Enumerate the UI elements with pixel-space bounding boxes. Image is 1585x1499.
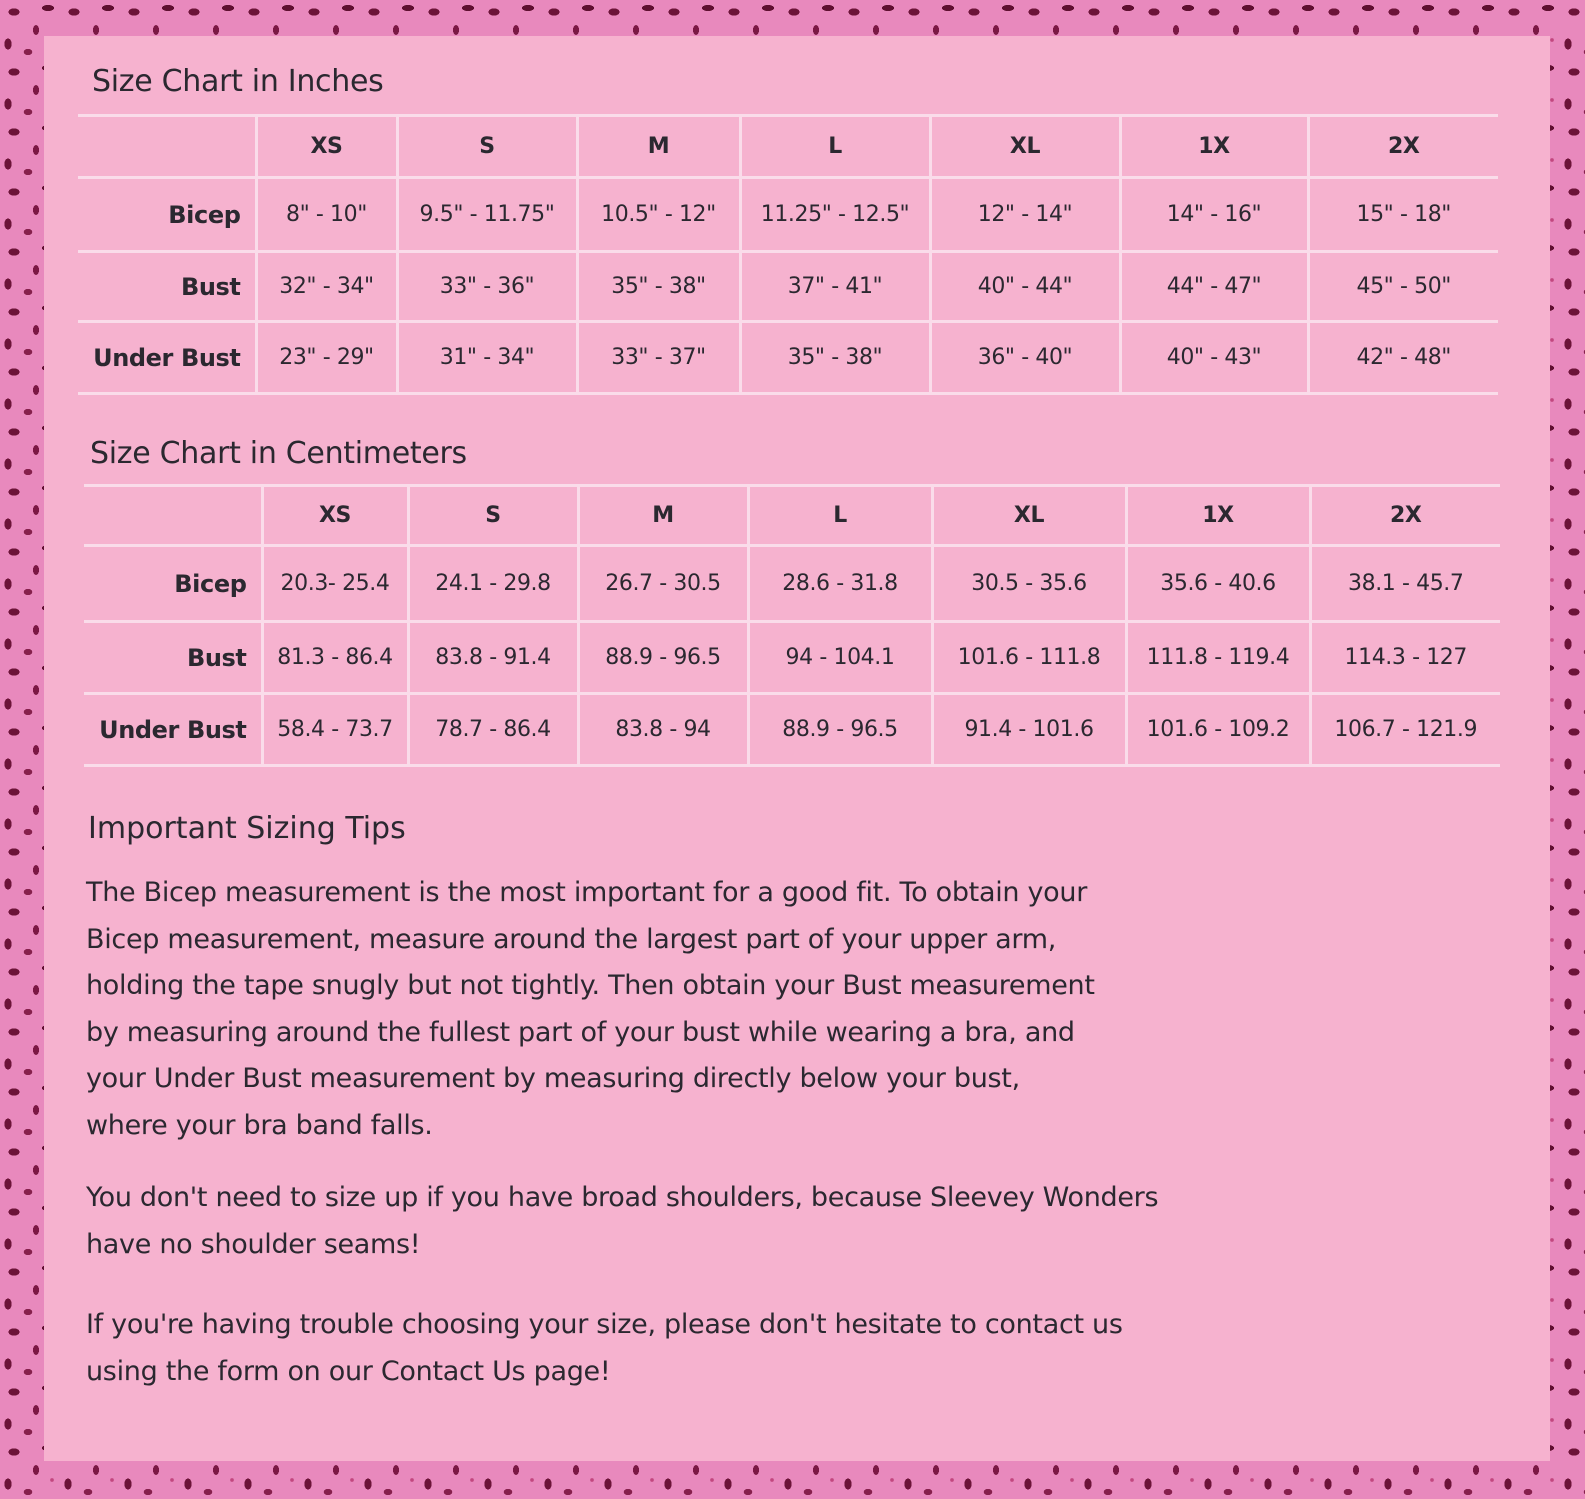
size-header: 2X	[1308, 116, 1498, 178]
table-cell: 35" - 38"	[577, 252, 740, 322]
size-header: 1X	[1120, 116, 1308, 178]
row-label: Bicep	[168, 200, 241, 229]
size-header: XL	[932, 486, 1126, 546]
table-cell: 26.7 - 30.5	[578, 546, 748, 622]
table-cell: 15" - 18"	[1308, 178, 1498, 252]
table-cell: 111.8 - 119.4	[1126, 622, 1310, 694]
sizing-tips-title: Important Sizing Tips	[88, 811, 406, 846]
size-header: M	[577, 116, 740, 178]
table-header-row	[78, 116, 1498, 178]
tips-line: You don't need to size up if you have broad shoulders, because Sleevey Wonders	[86, 1182, 1159, 1213]
table-cell: 101.6 - 111.8	[932, 622, 1126, 694]
table-cell: 33" - 37"	[577, 322, 740, 394]
inches-chart-title: Size Chart in Inches	[92, 64, 384, 99]
row-label: Under Bust	[99, 715, 247, 744]
size-header: M	[578, 486, 748, 546]
table-row	[84, 622, 1500, 694]
tips-line: If you're having trouble choosing your size, please don't hesitate to contact us	[86, 1309, 1123, 1340]
table-cell: 78.7 - 86.4	[408, 694, 578, 766]
tips-line: your Under Bust measurement by measuring directly below your bust,	[86, 1063, 1020, 1094]
table-cell: 106.7 - 121.9	[1310, 694, 1500, 766]
table-cell: 38.1 - 45.7	[1310, 546, 1500, 622]
table-cell: 94 - 104.1	[748, 622, 932, 694]
table-cell: 14" - 16"	[1120, 178, 1308, 252]
table-cell: 11.25" - 12.5"	[740, 178, 930, 252]
size-header: L	[748, 486, 932, 546]
table-cell: 20.3- 25.4	[262, 546, 408, 622]
size-header: 1X	[1126, 486, 1310, 546]
table-cell: 35" - 38"	[740, 322, 930, 394]
table-cell: 83.8 - 94	[578, 694, 748, 766]
table-cell: 114.3 - 127	[1310, 622, 1500, 694]
table-row	[78, 178, 1498, 252]
tips-line: The Bicep measurement is the most important for a good fit. To obtain your	[86, 877, 1088, 908]
table-cell: 35.6 - 40.6	[1126, 546, 1310, 622]
table-cell: 88.9 - 96.5	[578, 622, 748, 694]
table-cell: 23" - 29"	[256, 322, 397, 394]
tips-paragraph-2	[86, 1175, 1286, 1268]
table-cell: 81.3 - 86.4	[262, 622, 408, 694]
table-cell: 12" - 14"	[930, 178, 1120, 252]
centimeters-chart-title: Size Chart in Centimeters	[90, 436, 467, 471]
tips-line: by measuring around the fullest part of your bust while wearing a bra, and	[86, 1016, 1075, 1048]
size-header: 2X	[1310, 486, 1500, 546]
size-header: XL	[930, 116, 1120, 178]
table-cell: 101.6 - 109.2	[1126, 694, 1310, 766]
table-cell: 83.8 - 91.4	[408, 622, 578, 694]
tips-paragraph-3	[86, 1302, 1286, 1395]
header-corner	[84, 486, 262, 546]
table-cell: 44" - 47"	[1120, 252, 1308, 322]
tips-line: Bicep measurement, measure around the largest part of your upper arm,	[86, 923, 1057, 955]
size-header: S	[408, 486, 578, 546]
table-cell: 9.5" - 11.75"	[397, 178, 577, 252]
row-label: Bicep	[174, 569, 247, 598]
table-cell: 36" - 40"	[930, 322, 1120, 394]
table-cell: 91.4 - 101.6	[932, 694, 1126, 766]
table-cell: 40" - 43"	[1120, 322, 1308, 394]
table-cell: 58.4 - 73.7	[262, 694, 408, 766]
table-cell: 42" - 48"	[1308, 322, 1498, 394]
size-header: XS	[262, 486, 408, 546]
table-cell: 37" - 41"	[740, 252, 930, 322]
table-cell: 32" - 34"	[256, 252, 397, 322]
row-label: Under Bust	[93, 343, 241, 372]
inches-size-table	[78, 114, 1498, 395]
centimeters-size-table	[84, 484, 1500, 767]
size-chart-panel	[44, 36, 1550, 1461]
table-row	[84, 694, 1500, 766]
table-cell: 45" - 50"	[1308, 252, 1498, 322]
tips-paragraph-1	[86, 870, 1286, 1149]
table-cell: 40" - 44"	[930, 252, 1120, 322]
tips-line: holding the tape snugly but not tightly. Then obtain your Bust measurement	[86, 970, 1095, 1001]
table-cell: 10.5" - 12"	[577, 178, 740, 252]
table-row	[84, 546, 1500, 622]
table-cell: 8" - 10"	[256, 178, 397, 252]
size-header: L	[740, 116, 930, 178]
table-cell: 30.5 - 35.6	[932, 546, 1126, 622]
size-header: XS	[256, 116, 397, 178]
table-cell: 88.9 - 96.5	[748, 694, 932, 766]
table-header-row	[84, 486, 1500, 546]
header-corner	[78, 116, 256, 178]
row-label: Bust	[180, 272, 241, 301]
table-cell: 24.1 - 29.8	[408, 546, 578, 622]
table-cell: 28.6 - 31.8	[748, 546, 932, 622]
table-cell: 31" - 34"	[397, 322, 577, 394]
table-row	[78, 322, 1498, 394]
size-header: S	[397, 116, 577, 178]
tips-line: have no shoulder seams!	[86, 1228, 421, 1260]
tips-line: where your bra band falls.	[86, 1109, 433, 1141]
table-cell: 33" - 36"	[397, 252, 577, 322]
tips-line: using the form on our Contact Us page!	[86, 1355, 611, 1387]
row-label: Bust	[186, 643, 247, 672]
table-row	[78, 252, 1498, 322]
